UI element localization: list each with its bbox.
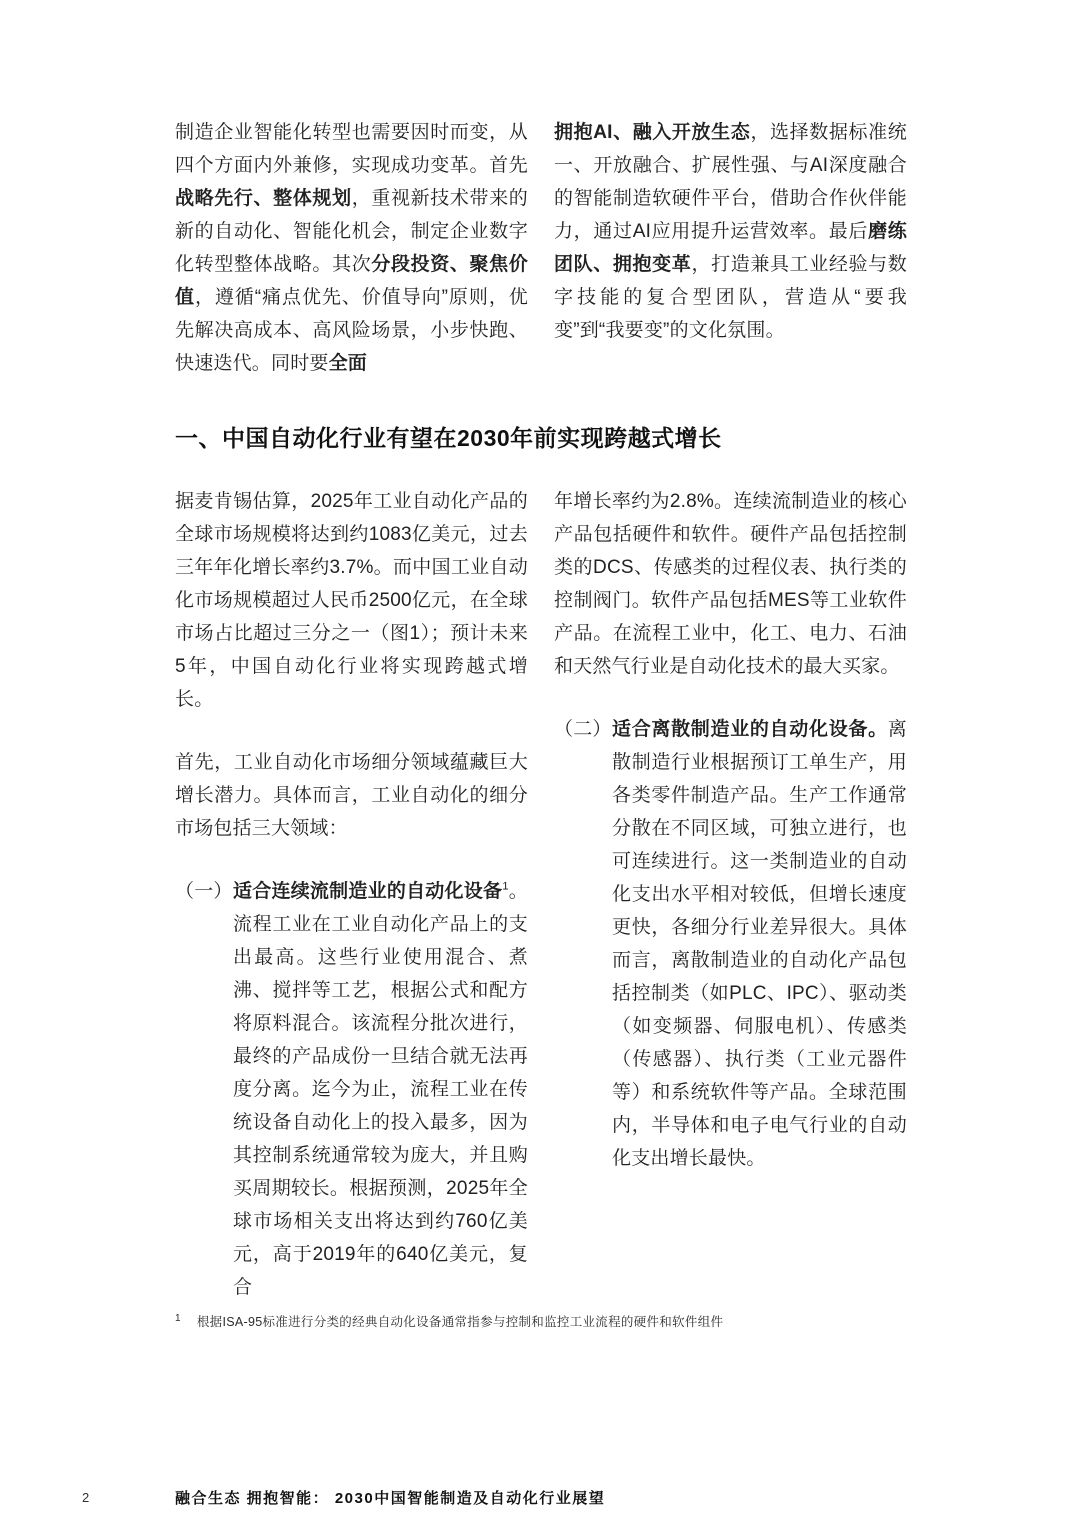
footnote-text: 根据ISA-95标准进行分类的经典自动化设备通常指参与控制和监控工业流程的硬件和软件组件 [196,1315,724,1329]
list-item-1 [175,875,528,1304]
paragraph-market-size: 据麦肯锡估算，2025年工业自动化产品的全球市场规模将达到约1083亿美元，过去三年年化增长率约3.7%。而中国工业自动化市场规模超过人民币2500亿元，在全球市场占比超过三分之一（图1）；预计未来5年，中国自动化行业将实现跨越式增长。 [175,491,528,710]
list-item-2-label: （二） [554,719,612,740]
section-heading: 一、中国自动化行业有望在2030年前实现跨越式增长 [175,425,722,451]
list-item-1-body: 适合连续流制造业的自动化设备$^1$。流程工业在工业自动化产品上的支出最高。这些行业使用混合、煮沸、搅拌等工艺，根据公式和配方将原料混合。该流程分批次进行，最终的产品成份一旦结合就无法再度分离。迄今为止，流程工业在传统设备自动化上的投入最多，因为其控制系统通常较为庞大，并且购买周期较长。根据预测，2025年全球市场相关支出将达到约760亿美元，高于2019年的640亿美元，复合 [233,880,528,1298]
page-content [175,116,907,1304]
intro-right-paragraph: 拥抱AI、融入开放生态，选择数据标准统一、开放融合、扩展性强、与AI深度融合的智能制造软硬件平台，借助合作伙伴能力，通过AI应用提升运营效率。最后磨练团队、拥抱变革，打造兼具工业经验与数字技能的复合型团队，营造从“要我变”到“我要变”的文化氛围。 [554,122,908,341]
list-item-1-label: （一） [175,881,233,902]
list-item-1-continuation: 年增长率约为2.8%。连续流制造业的核心产品包括硬件和软件。硬件产品包括控制类的DCS、传感类的过程仪表、执行类的控制阀门。软件产品包括MES等工业软件产品。在流程工业中，化工、电力、石油和天然气行业是自动化技术的最大买家。 [554,491,907,677]
intro-section [175,116,907,380]
footnote [175,1312,907,1332]
section-left-column [175,485,528,1304]
footer-title: 融合生态 拥抱智能： 2030中国智能制造及自动化行业展望 [175,1490,606,1507]
footnote-marker: 1 [175,1312,181,1324]
section-right-column [554,485,907,1304]
section-body [175,485,907,1304]
list-item-2 [554,713,907,1175]
paragraph-segments-intro: 首先，工业自动化市场细分领域蕴藏巨大增长潜力。具体而言，工业自动化的细分市场包括三大领域： [175,752,528,839]
footer-page-number: 2 [82,1490,90,1505]
intro-left-paragraph: 制造企业智能化转型也需要因时而变，从四个方面内外兼修，实现成功变革。首先战略先行、整体规划，重视新技术带来的新的自动化、智能化机会，制定企业数字化转型整体战略。其次分段投资、聚焦价值，遵循“痛点优先、价值导向”原则，优先解决高成本、高风险场景，小步快跑、快速迭代。同时要全面 [175,122,528,374]
list-item-2-body: 适合离散制造业的自动化设备。离散制造行业根据预订工单生产，用各类零件制造产品。生产工作通常分散在不同区域，可独立进行，也可连续进行。这一类制造业的自动化支出水平相对较低，但增长速度更快，各细分行业差异很大。具体而言，离散制造业的自动化产品包括控制类（如PLC、IPC）、驱动类（如变频器、伺服电机）、传感类（传感器）、执行类（工业元器件等）和系统软件等产品。全球范围内，半导体和电子电气行业的自动化支出增长最快。 [612,719,907,1169]
